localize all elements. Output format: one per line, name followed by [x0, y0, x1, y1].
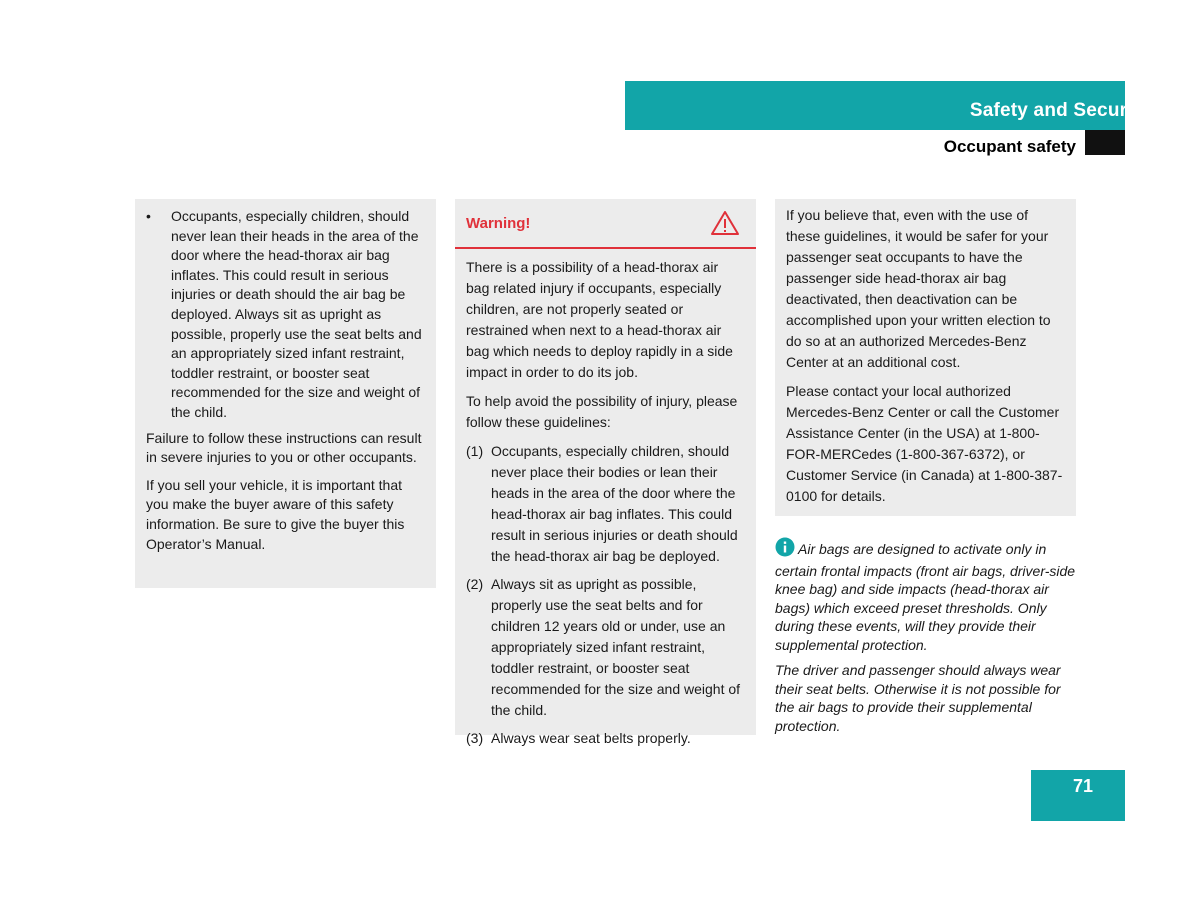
info-icon: [775, 537, 795, 562]
list-item: [466, 574, 745, 721]
note-text-1: Air bags are designed to activate only in certain frontal impacts (front air bags, driver-side knee bag) and side impacts (head-thorax air bags) which exceed preset thresholds. Only during these events, will they provide their supplemental protection.: [775, 541, 1076, 653]
bullet-mark: •: [146, 208, 151, 224]
column-3-paragraph-2: Please contact your local authorized Mercedes-Benz Center or call the Customer Assistance Center (in the USA) at 1-800-FOR-MERCedes (1-800-367-6372), or Customer Service (in Canada) at 1-800-387-0100 for details.: [786, 383, 1063, 504]
info-note: [775, 537, 1080, 742]
note-paragraph-1: [775, 537, 1080, 654]
column-3-panel: [775, 199, 1076, 516]
warning-body: [455, 249, 756, 749]
warning-panel: [455, 199, 756, 746]
column-1-panel: [135, 199, 436, 588]
column-3-paragraph-1: If you believe that, even with the use of these guidelines, it would be safer for your passenger seat occupants to have the passenger side head-thorax air bag deactivated, then deactivation can be accomplished upon your written election to do so at an authorized Mercedes-Benz Center at an additional cost.: [786, 207, 1051, 370]
bullet-text: Occupants, especially children, should never lean their heads in the area of the door where the head-thorax air bag inflates. This could result in serious injuries or death should the air bag be deployed. Always sit as upright as possible, properly use the seat belts and an appropriately sized infant restraint, toddler restraint, or booster seat recommended for the size and weight of the child.: [171, 208, 422, 420]
list-item-number: (1): [466, 443, 484, 459]
warning-header: [455, 199, 756, 249]
subsection-title: Occupant safety: [943, 137, 1076, 156]
list-item: [466, 728, 745, 749]
warning-paragraph-2: To help avoid the possibility of injury, please follow these guidelines:: [466, 393, 738, 430]
list-item-text: Occupants, especially children, should never place their bodies or lean their heads in the area of the door where the head-thorax air bag inflates. This could result in serious injuries or death should the head-thorax air bag be deployed.: [491, 443, 738, 564]
list-item-number: (2): [466, 576, 484, 592]
list-item-number: (3): [466, 730, 484, 746]
warning-triangle-icon: [710, 210, 740, 242]
column-1-paragraph-1: Failure to follow these instructions can result in severe injuries to you or other occupants.: [146, 429, 422, 466]
section-title: Safety and Security: [969, 100, 1150, 121]
warning-title: Warning!: [466, 215, 531, 232]
note-paragraph-2: The driver and passenger should always wear their seat belts. Otherwise it is not possible for the air bags to provide their supplemental protection.: [775, 662, 1061, 734]
bullet-item: [146, 207, 426, 423]
warning-paragraph-1: There is a possibility of a head-thorax air bag related injury if occupants, especially children, are not properly seated or restrained when next to a head-thorax air bag which needs to deploy rapidly in a side impact in order to do its job.: [466, 259, 733, 380]
list-item: [466, 441, 745, 567]
list-item-text: Always sit as upright as possible, properly use the seat belts and for children 12 years old or under, use an appropriately sized infant restraint, toddler restraint, or booster seat recommended for the size and weight of the child.: [491, 576, 741, 718]
column-1-paragraph-2: If you sell your vehicle, it is important that you make the buyer aware of this safety information. Be sure to give the buyer this Operator’s Manual.: [146, 476, 405, 552]
page-number: 71: [1072, 776, 1093, 796]
list-item-text: Always wear seat belts properly.: [491, 730, 691, 746]
section-tab-marker: [1085, 130, 1125, 155]
